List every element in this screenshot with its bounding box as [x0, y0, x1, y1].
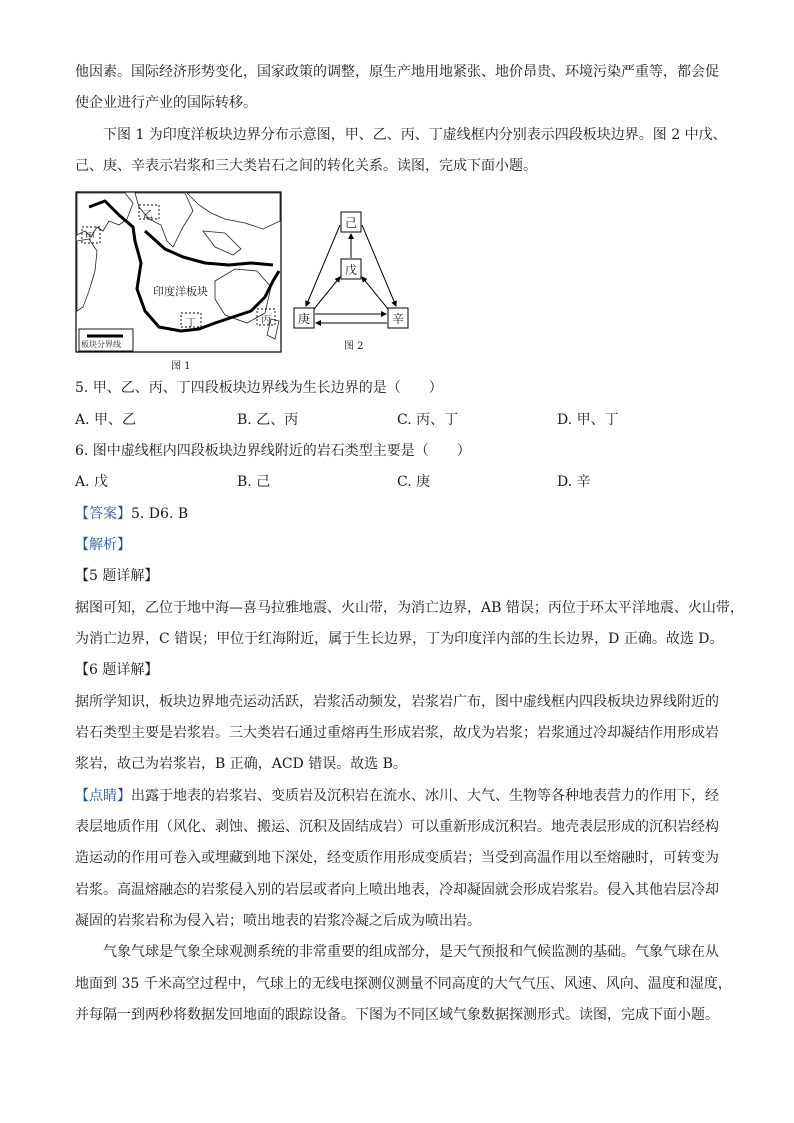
detail-6-line-3: 浆岩，故己为岩浆岩，B 正确，ACD 错误。故选 B。 [75, 756, 407, 772]
label-jia: 甲 [85, 232, 95, 243]
arrow-geng-wu [314, 277, 340, 309]
label-ding: 丁 [186, 318, 196, 329]
stem-line-2: 己、庚、辛表示岩浆和三大类岩石之间的转化关系。读图，完成下面小题。 [75, 158, 537, 174]
detail-5-line-1: 据图可知，乙位于地中海—喜马拉雅地震、火山带，为消亡边界，AB 错误；丙位于环太平洋地震、火山带， [75, 600, 744, 616]
figure-1-caption: 图 1 [171, 361, 191, 372]
figure-1-map [75, 191, 285, 371]
label-bing: 丙 [261, 315, 271, 326]
q6-option-b: B. 己 [237, 474, 271, 490]
q6-option-d: D. 辛 [557, 474, 591, 490]
note-line-5: 凝固的岩浆岩称为侵入岩；喷出地表的岩浆冷凝之后成为喷出岩。 [75, 913, 481, 929]
q5-option-d: D. 甲、丁 [557, 412, 619, 428]
q6-option-c: C. 庚 [397, 474, 431, 490]
note-line-3: 造运动的作用可卷入或埋藏到地下深处，经变质作用形成变质岩；当受到高温作用以至熔融时，可转变为 [75, 850, 719, 866]
next-line-1: 气象气球是气象全球观测系统的非常重要的组成部分，是天气预报和气候监测的基础。气象气球在从 [103, 944, 719, 960]
arrow-ji-geng [306, 225, 340, 306]
node-xin: 辛 [392, 312, 405, 326]
figure-2-rock-cycle [290, 209, 420, 359]
q5-option-b: B. 乙、丙 [237, 412, 299, 428]
answer-text: 5. D6. B [131, 506, 189, 522]
plate-label: 印度洋板块 [153, 285, 208, 298]
legend-label: 板块分界线 [81, 340, 121, 349]
note-line-2: 表层地质作用（风化、剥蚀、搬运、沉积及固结成岩）可以重新形成沉积岩。地壳表层形成的沉积岩经构 [75, 819, 719, 835]
intro-line-1: 他因素。国际经济形势变化，国家政策的调整，原生产地用地紧张、地价昂贵、环境污染严重等，都会促 [75, 64, 719, 80]
answer-label: 【答案】 [75, 506, 131, 522]
node-wu: 戊 [345, 263, 358, 277]
figure-2-caption: 图 2 [344, 341, 364, 352]
node-geng: 庚 [298, 312, 311, 326]
arrow-ji-xin [362, 225, 396, 306]
q6-option-a: A. 戊 [75, 474, 109, 490]
analysis-label: 【解析】 [75, 537, 131, 553]
intro-line-2: 使企业进行产业的国际转移。 [75, 95, 257, 111]
detail-6-line-1: 据所学知识，板块边界地壳运动活跃，岩浆活动频发，岩浆岩广布，图中虚线框内四段板块边界线附近的 [75, 694, 719, 710]
arrow-xin-wu [362, 277, 388, 309]
question-6-stem: 6. 图中虚线框内四段板块边界线附近的岩石类型主要是（ ） [75, 443, 471, 459]
stem-line-1: 下图 1 为印度洋板块边界分布示意图，甲、乙、丙、丁虚线框内分别表示四段板块边界。图 2 中戊、 [103, 127, 727, 143]
label-yi: 乙 [143, 210, 153, 221]
next-line-2: 地面到 35 千米高空过程中，气球上的无线电探测仪测量不同高度的大气气压、风速、风向、温度和湿度， [75, 976, 732, 992]
answer-line [75, 504, 725, 524]
note-label: 【点睛】 [75, 788, 131, 804]
note-line-4: 岩浆。高温熔融态的岩浆侵入别的岩层或者向上喷出地表，冷却凝固就会形成岩浆岩。侵入其他岩层冷却 [75, 882, 719, 898]
node-ji: 己 [345, 216, 358, 230]
note-line-1 [75, 786, 725, 806]
q5-option-a: A. 甲、乙 [75, 412, 137, 428]
detail-6-line-2: 岩石类型主要是岩浆岩。三大类岩石通过重熔再生形成岩浆，故戊为岩浆；岩浆通过冷却凝结作用形成岩 [75, 725, 719, 741]
question-5-stem: 5. 甲、乙、丙、丁四段板块边界线为生长边界的是（ ） [75, 380, 443, 396]
q5-option-c: C. 丙、丁 [397, 412, 459, 428]
note-text-1: 出露于地表的岩浆岩、变质岩及沉积岩在流水、冰川、大气、生物等各种地表营力的作用下，经 [131, 788, 719, 804]
detail-5-line-2: 为消亡边界，C 错误；甲位于红海附近，属于生长边界，丁为印度洋内部的生长边界，D 正确。故选 D。 [75, 631, 724, 647]
next-line-3: 并每隔一到两秒将数据发回地面的跟踪设备。下图为不同区域气象数据探测形式。读图，完成下面小题。 [75, 1007, 719, 1023]
detail-6-label: 【6 题详解】 [75, 662, 159, 678]
analysis-line [75, 535, 725, 555]
detail-5-label: 【5 题详解】 [75, 568, 159, 584]
